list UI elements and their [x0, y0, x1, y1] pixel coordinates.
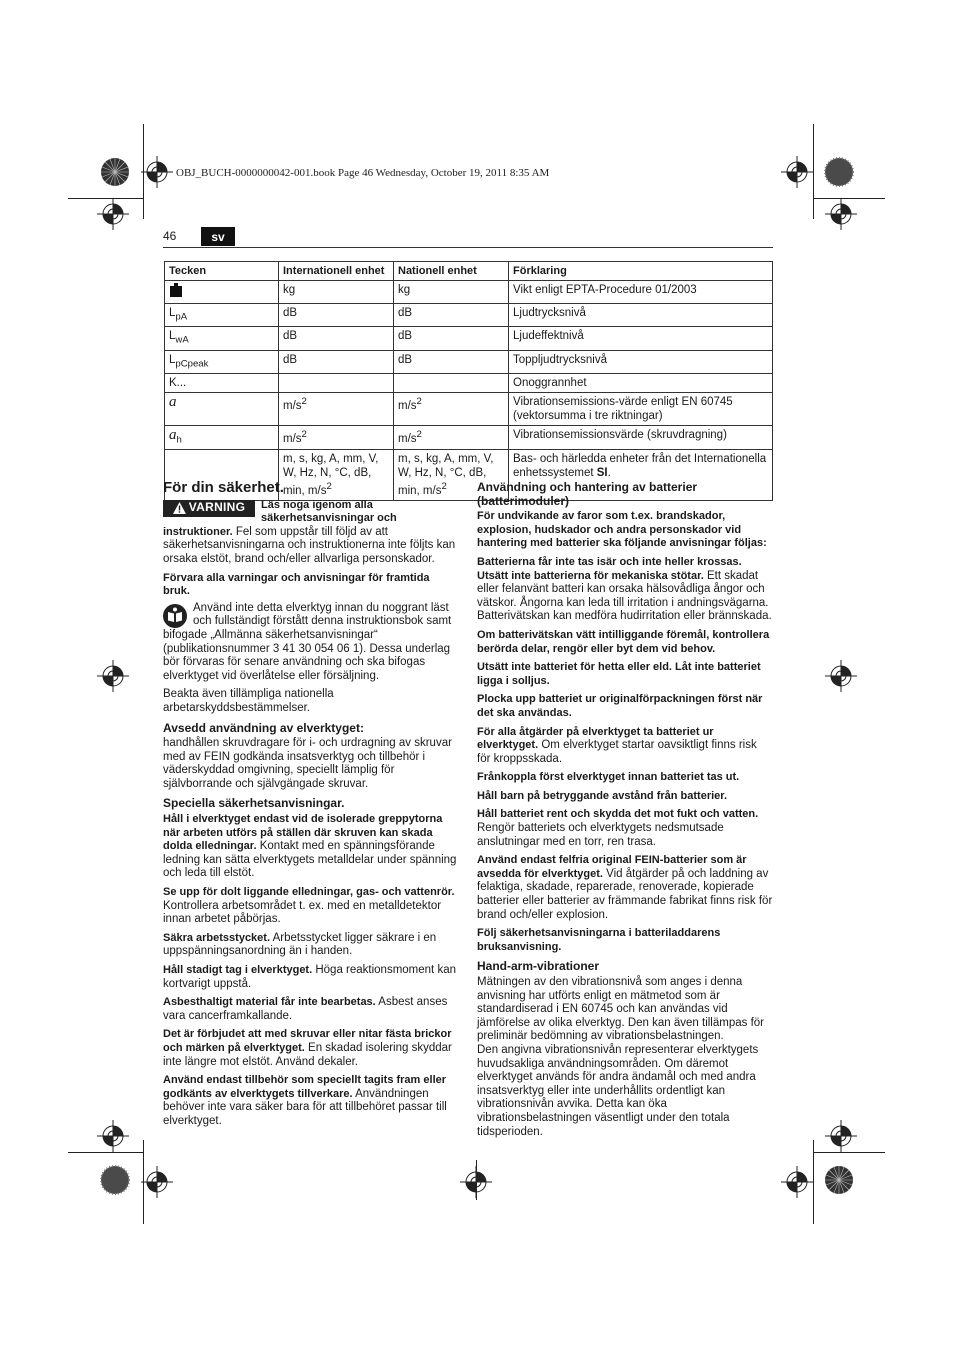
table-row — [165, 392, 773, 425]
intl-unit — [279, 425, 394, 449]
table-row — [165, 350, 773, 373]
description — [509, 392, 773, 425]
description: Toppljudtrycksnivå — [509, 350, 773, 373]
description: Ljudeffektnivå — [509, 327, 773, 350]
item-bold: Se upp för dolt liggande elledningar, gas- och vattenrör. — [163, 886, 455, 899]
natl-unit — [394, 392, 509, 425]
item-text: Asbest anses vara cancerframkallande. — [163, 996, 448, 1022]
symbol-sub: pA — [175, 311, 188, 323]
language-badge: sv — [201, 227, 235, 246]
item-text: Kontrollera arbetsområdet t. ex. med en metalldetektor innan arbetet påbörjas. — [163, 899, 442, 926]
description: Onoggrannhet — [509, 373, 773, 392]
item-text: Ett skadat eller felanvänt batteri kan orsaka hälsovådliga ångor och vätskor. Ångorna kan leda till irritation i andningsvägarna. Batterivätskan kan medföra hudirritation eller brännskada. — [477, 569, 772, 623]
intended-use-title: Avsedd användning av elverktyget: — [163, 720, 364, 735]
table-header-cell: Nationell enhet — [394, 262, 509, 281]
list-item — [477, 771, 773, 785]
symbol-cell — [165, 350, 279, 373]
item-text: Vid åtgärder på och laddning av felaktiga, skadade, reparerade, renoverade, kopierade batterier eller batterier av främmande fabrikat finns risk för brand och/eller explosion. — [477, 867, 773, 921]
intl-unit: dB — [279, 350, 394, 373]
unit-sup: 2 — [441, 481, 447, 493]
intl-unit: dB — [279, 304, 394, 327]
left-column — [163, 481, 459, 1134]
unit-base: m/s — [283, 399, 302, 412]
list-item — [477, 790, 773, 804]
natl-unit: dB — [394, 350, 509, 373]
list-item — [477, 661, 773, 688]
item-text: Användningen behöver inte vara säker bara för att tillbehöret passar till elverktyget. — [163, 1087, 447, 1127]
header-rule — [163, 247, 773, 248]
description: Vibrationsemissionsvärde (skruvdragning) — [509, 425, 773, 449]
unit-base: m/s — [398, 432, 417, 445]
symbol-cell: K... — [165, 373, 279, 392]
unit-base: m, s, kg, A, mm, V, W, Hz, N, °C, dB, min, m/s — [283, 453, 379, 498]
table-row — [165, 281, 773, 304]
special-safety-title: Speciella säkerhetsanvisningar. — [163, 796, 345, 811]
symbol-cell — [165, 304, 279, 327]
table-header-cell: Förklaring — [509, 262, 773, 281]
unit-sup: 2 — [416, 428, 422, 440]
symbol-sub: pCpeak — [175, 357, 209, 369]
symbols-table — [164, 261, 773, 501]
list-item — [477, 927, 773, 954]
intl-unit — [279, 373, 394, 392]
item-text: Höga reaktionsmoment kan kortvarigt uppstå. — [163, 964, 456, 990]
battery-title: Användning och hantering av batterier (batterimoduler) — [477, 480, 698, 508]
list-item — [477, 726, 773, 767]
vibration-paragraph: Den angivna vibrationsnivån representerar elverktygets huvudsakliga användningsområden. Om däremot elverktyget används för andra ändamål och med andra insatsverktyg eller inte underhållits ordentligt kan vibrationsnivån avvika. Detta kan öka vibrationsbelastningen väsentligt under den totala tidsperioden. — [477, 1043, 759, 1138]
list-item — [163, 813, 459, 881]
right-column — [477, 481, 773, 1144]
symbol-sub: wA — [175, 334, 189, 346]
list-item — [477, 510, 773, 551]
unit-sup: 2 — [301, 428, 307, 440]
vibration-paragraph: Mätningen av den vibrationsnivå som anges i denna anvisning har utförts enligt en mätmetod som är standardiserad i EN 60745 och kan användas vid jämförelse av olika elverktyg. Den kan även tillämpas för preliminär bedömning av vibrationsbelastningen. — [477, 976, 764, 1043]
item-bold: Håll stadigt tag i elverktyget. — [163, 964, 313, 976]
item-bold: Håll barn på betryggande avstånd från batterier. — [477, 789, 728, 802]
table-header-cell: Tecken — [165, 262, 279, 281]
item-bold: Håll i elverktyget endast vid de isolerade greppytorna när arbeten utförs på ställen där skruven kan skada dolda elledningar. — [163, 813, 443, 853]
description: Ljudtrycksnivå — [509, 304, 773, 327]
unit-sup: 2 — [416, 395, 422, 407]
symbol-base: L — [169, 307, 176, 319]
natl-unit: kg — [394, 281, 509, 304]
item-text: Kontakt med en spänningsförande ledning kan sätta elverktygets metalldelar under spänning och leda till elstöt. — [163, 840, 457, 880]
item-bold: Det är förbjudet att med skruvar eller nitar fästa brickor och märken på elverktyget. — [163, 1028, 452, 1054]
item-text: En skadad isolering skyddar inte längre mot elstöt. Använd dekaler. — [163, 1041, 452, 1068]
symbol-cell — [165, 327, 279, 350]
list-item — [477, 854, 773, 922]
table-row — [165, 425, 773, 449]
description-line: Vibrationsemissions-värde enligt EN 60745 — [513, 395, 733, 408]
table-header-row — [165, 262, 773, 281]
list-item — [163, 1074, 459, 1128]
table-row — [165, 373, 773, 392]
unit-sup: 2 — [301, 395, 307, 407]
item-bold: Utsätt inte batteriet för hetta eller eld. Låt inte batteriet ligga i solljus. — [477, 661, 761, 687]
list-item — [477, 693, 773, 720]
table-row — [165, 327, 773, 350]
symbol-base: a — [169, 393, 177, 410]
warning-text: Fel som uppstår till följd av att säkerhetsanvisningarna och instruktionerna inte följts kan orsaka elstöt, brand och/eller allvarliga personskador. — [163, 525, 456, 565]
natl-unit: dB — [394, 304, 509, 327]
page-number: 46 — [163, 229, 177, 243]
read-manual-text: Använd inte detta elverktyg innan du noggrant läst och fullständigt förstått denna instruktionsbok samt bifogade „Allmänna säkerhetsanvisningar“ (publikationsnummer 3 41 30 054 06 1). Dessa underlag bör förvaras för senare användning och ska bifogas elverktyget vid överlåtelse eller försäljning. — [163, 601, 452, 682]
unit-sup: 2 — [326, 481, 332, 493]
description-text: . — [607, 467, 611, 480]
item-bold: Följ säkerhetsanvisningarna i batteriladdarens bruksanvisning. — [477, 927, 721, 953]
list-item — [163, 996, 459, 1023]
unit-base: m, s, kg, A, mm, V, W, Hz, N, °C, dB, min, m/s — [398, 453, 494, 498]
item-bold: Asbesthaltigt material får inte bearbetas. — [163, 996, 376, 1009]
warning-badge — [163, 500, 255, 517]
read-manual-paragraph — [163, 602, 459, 684]
item-bold: Batterierna får inte tas isär och inte heller krossas. Utsätt inte batterierna för mekaniska stötar. — [477, 555, 742, 582]
list-item — [163, 964, 459, 991]
symbol-base: L — [169, 353, 176, 366]
symbol-sub: h — [176, 434, 182, 446]
warning-label: VARNING — [188, 500, 246, 515]
list-item — [163, 886, 459, 927]
table-header-cell: Internationell enhet — [279, 262, 394, 281]
symbol-cell — [165, 281, 279, 304]
description: Vikt enligt EPTA-Procedure 01/2003 — [509, 281, 773, 304]
item-bold: Plocka upp batteriet ur originalförpackningen först när det ska användas. — [477, 693, 763, 719]
natl-unit — [394, 373, 509, 392]
symbol-base: a — [169, 426, 177, 443]
warning-paragraph — [163, 499, 459, 567]
symbol-cell — [165, 392, 279, 425]
item-bold: För alla åtgärder på elverktyget ta batteriet ur elverktyget. — [477, 725, 714, 752]
list-item — [477, 629, 773, 656]
item-bold: Använd endast tillbehör som speciellt tagits fram eller godkänts av elverktygets tillverkare. — [163, 1074, 447, 1100]
section-title: För din säkerhet. — [163, 479, 284, 496]
vibration-title: Hand-arm-vibrationer — [477, 959, 600, 974]
list-item — [163, 1028, 459, 1069]
item-bold: Frånkoppla först elverktyget innan batteriet tas ut. — [477, 771, 740, 784]
unit-base: m/s — [398, 399, 417, 412]
symbol-cell — [165, 425, 279, 449]
intl-unit: dB — [279, 327, 394, 350]
intl-unit: kg — [279, 281, 394, 304]
warning-triangle-icon — [173, 502, 186, 514]
book-info: OBJ_BUCH-0000000042-001.book Page 46 Wednesday, October 19, 2011 8:35 AM — [176, 167, 550, 179]
description-line: (vektorsumma i tre riktningar) — [513, 409, 663, 422]
warning-bold: Läs noga igenom alla säkerhetsanvisningar och instruktioner. — [163, 498, 397, 538]
read-manual-icon — [163, 604, 187, 628]
item-text: Om elverktyget startar oavsiktligt finns risk för kroppsskada. — [477, 739, 757, 765]
intl-unit — [279, 392, 394, 425]
item-bold: Använd endast felfria original FEIN-batterier som är avsedda för elverktyget. — [477, 854, 747, 880]
natl-unit: dB — [394, 327, 509, 350]
item-bold: För undvikande av faror som t.ex. brandskador, explosion, hudskador och andra personskador vid hantering med batterier ska följande anvisningar följas: — [477, 510, 767, 550]
description-text: Bas- och härledda enheter från det Internationella enhetssystemet — [513, 453, 767, 480]
list-item — [163, 932, 459, 959]
item-bold: Säkra arbetsstycket. — [163, 931, 271, 944]
national-regulations: Beakta även tillämpliga nationella arbetarskyddsbestämmelser. — [163, 688, 334, 714]
item-bold: Håll batteriet rent och skydda det mot fukt och vatten. — [477, 808, 759, 821]
item-text: Rengör batteriets och elverktygets nedsmutsade anslutningar med en torr, ren trasa. — [477, 822, 724, 848]
item-text: Arbetsstycket ligger säkrare i en uppspänningsanordning än i handen. — [163, 931, 437, 958]
unit-base: m/s — [283, 432, 302, 445]
table-row — [165, 304, 773, 327]
weight-icon — [169, 283, 183, 297]
keep-instructions: Förvara alla varningar och anvisningar för framtida bruk. — [163, 571, 430, 598]
natl-unit — [394, 425, 509, 449]
description-bold: SI — [596, 467, 608, 480]
item-bold: Om batterivätskan vätt intilliggande föremål, kontrollera berörda delar, rengör eller byt dem vid behov. — [477, 628, 770, 655]
list-item — [477, 556, 773, 624]
intended-use-text: handhållen skruvdragare för i- och urdragning av skruvar med av FEIN godkända insatsverktyg och tillbehör i väderskyddad omgivning, speciellt lämplig för självborrande och självgängade skruvar. — [163, 737, 452, 790]
symbol-base: L — [169, 330, 176, 343]
list-item — [477, 808, 773, 849]
